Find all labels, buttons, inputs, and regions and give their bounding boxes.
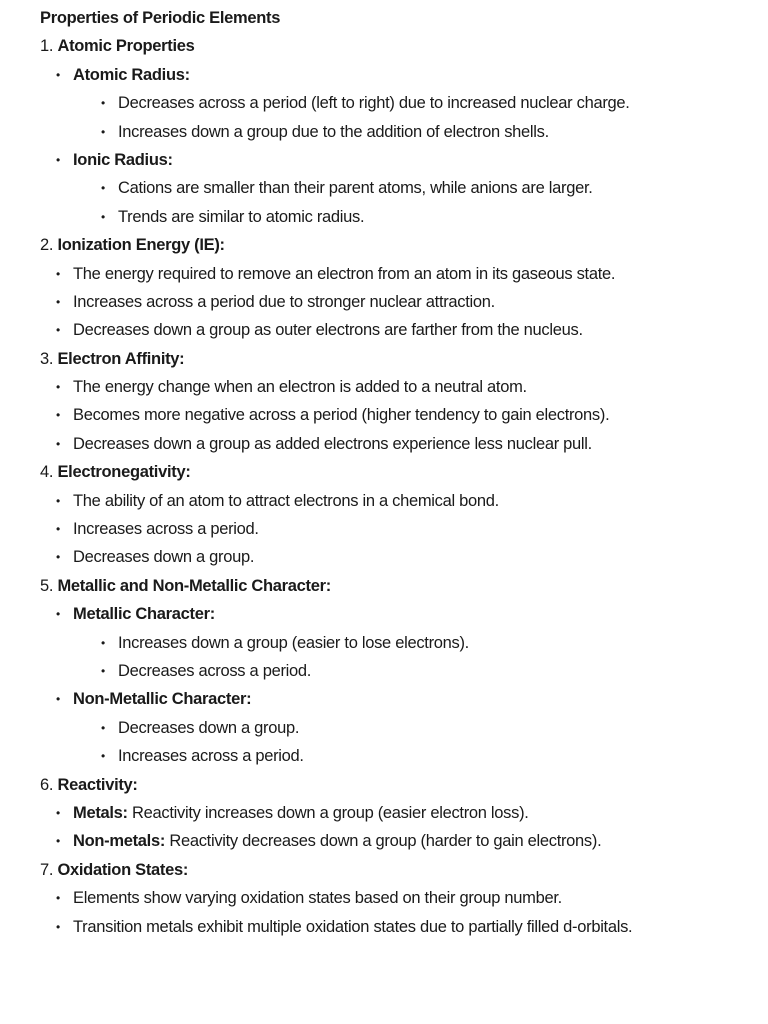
sub-list-item (40, 714, 768, 742)
sub-item-text: Trends are similar to atomic radius. (118, 207, 365, 226)
list-item (40, 146, 768, 174)
bullet-marker: • (56, 493, 60, 508)
item-text: Increases across a period. (73, 520, 259, 539)
sections-list (40, 32, 768, 941)
bullet-marker: • (101, 635, 105, 650)
sub-item-text: Decreases down a group. (118, 718, 300, 737)
item-label: Non-Metallic Character: (73, 690, 252, 709)
section-number: 4. (40, 463, 54, 482)
bullet-marker: • (101, 124, 105, 139)
item-label: Non-metals: (73, 832, 166, 851)
list-item (40, 543, 768, 571)
item-text: Decreases down a group. (73, 548, 255, 567)
bullet-marker: • (56, 522, 60, 537)
item-text: Decreases down a group as added electrons experience less nuclear pull. (73, 434, 592, 453)
section-heading (40, 345, 768, 373)
bullet-marker: • (101, 96, 105, 111)
section-label: Reactivity: (57, 775, 138, 794)
bullet-marker: • (56, 692, 60, 707)
bullet-marker: • (56, 805, 60, 820)
section-label: Ionization Energy (IE): (57, 236, 225, 255)
bullet-marker: • (101, 749, 105, 764)
list-item (40, 685, 768, 713)
sub-item-text: Cations are smaller than their parent atoms, while anions are larger. (118, 179, 593, 198)
section-number: 5. (40, 576, 54, 595)
bullet-marker: • (56, 380, 60, 395)
sub-list-item (40, 118, 768, 146)
item-label: Atomic Radius: (73, 65, 190, 84)
sub-list-item (40, 742, 768, 770)
bullet-marker: • (56, 152, 60, 167)
list-item (40, 316, 768, 344)
item-label: Metals: (73, 803, 128, 822)
document-title: Properties of Periodic Elements (40, 9, 281, 27)
bullet-marker: • (56, 550, 60, 565)
bullet-marker: • (56, 919, 60, 934)
sub-item-text: Increases down a group (easier to lose electrons). (118, 633, 469, 652)
item-text: Reactivity increases down a group (easier electron loss). (132, 803, 529, 822)
sub-item-text: Decreases across a period (left to right) due to increased nuclear charge. (118, 94, 630, 113)
bullet-marker: • (56, 834, 60, 849)
section-label: Oxidation States: (57, 860, 189, 879)
sub-list-item (40, 629, 768, 657)
list-item (40, 600, 768, 628)
item-text: The ability of an atom to attract electrons in a chemical bond. (73, 491, 499, 510)
list-item (40, 288, 768, 316)
section-label: Atomic Properties (57, 37, 195, 56)
section-heading (40, 856, 768, 884)
list-item (40, 799, 768, 827)
bullet-marker: • (56, 891, 60, 906)
bullet-marker: • (101, 663, 105, 678)
section-label: Electron Affinity: (57, 349, 185, 368)
sub-list-item (40, 89, 768, 117)
section-number: 3. (40, 349, 54, 368)
bullet-marker: • (56, 294, 60, 309)
section-heading (40, 458, 768, 486)
item-text: Elements show varying oxidation states based on their group number. (73, 889, 562, 908)
section-heading (40, 572, 768, 600)
list-item (40, 913, 768, 941)
section-number: 2. (40, 236, 54, 255)
sub-item-text: Increases across a period. (118, 747, 304, 766)
bullet-marker: • (56, 408, 60, 423)
list-item (40, 373, 768, 401)
list-item (40, 260, 768, 288)
section-heading (40, 771, 768, 799)
bullet-marker: • (101, 720, 105, 735)
sub-list-item (40, 657, 768, 685)
section-heading (40, 32, 768, 60)
section-number: 6. (40, 775, 54, 794)
section-number: 1. (40, 37, 54, 56)
item-label: Metallic Character: (73, 605, 215, 624)
item-text: The energy change when an electron is added to a neutral atom. (73, 378, 527, 397)
bullet-marker: • (56, 436, 60, 451)
item-text: Increases across a period due to stronger nuclear attraction. (73, 292, 495, 311)
list-item (40, 827, 768, 855)
sub-list-item (40, 174, 768, 202)
list-item (40, 884, 768, 912)
section-number: 7. (40, 860, 54, 879)
sub-item-text: Increases down a group due to the addition of electron shells. (118, 122, 549, 141)
bullet-marker: • (56, 607, 60, 622)
list-item (40, 401, 768, 429)
item-label: Ionic Radius: (73, 150, 173, 169)
section-label: Metallic and Non-Metallic Character: (57, 576, 331, 595)
item-text: Becomes more negative across a period (higher tendency to gain electrons). (73, 406, 610, 425)
bullet-marker: • (56, 323, 60, 338)
item-text: The energy required to remove an electron from an atom in its gaseous state. (73, 264, 616, 283)
bullet-marker: • (101, 181, 105, 196)
bullet-marker: • (56, 266, 60, 281)
list-item (40, 61, 768, 89)
section-label: Electronegativity: (57, 463, 191, 482)
sub-item-text: Decreases across a period. (118, 661, 312, 680)
item-text: Transition metals exhibit multiple oxidation states due to partially filled d-orbitals. (73, 917, 633, 936)
bullet-marker: • (56, 67, 60, 82)
section-heading (40, 231, 768, 259)
list-item (40, 515, 768, 543)
sub-list-item (40, 203, 768, 231)
list-item (40, 430, 768, 458)
bullet-marker: • (101, 209, 105, 224)
item-text: Decreases down a group as outer electrons are farther from the nucleus. (73, 321, 583, 340)
item-text: Reactivity decreases down a group (harder to gain electrons). (169, 832, 602, 851)
list-item (40, 487, 768, 515)
